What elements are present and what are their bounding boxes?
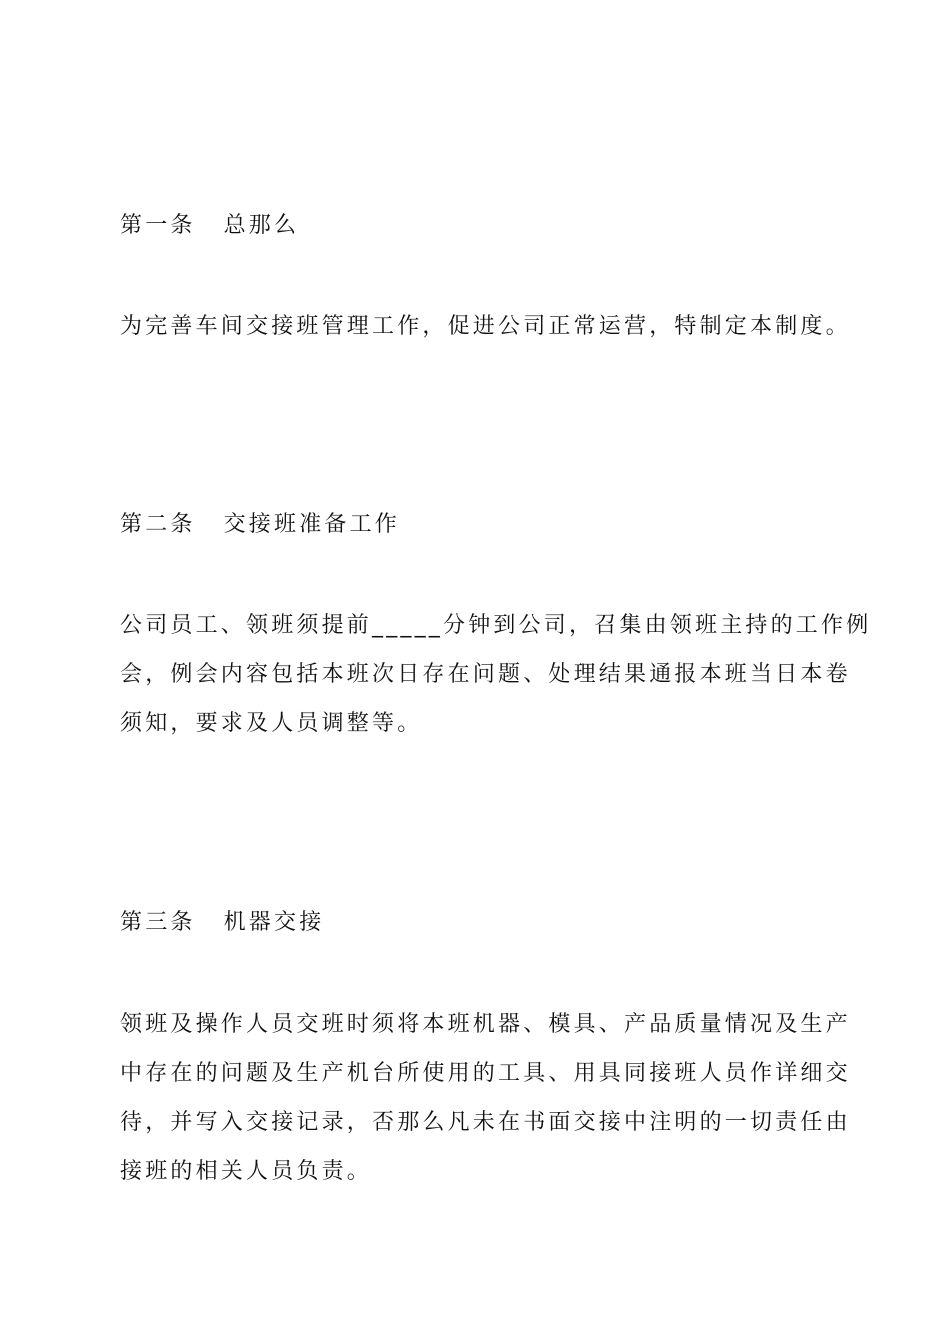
section-2-line-3: 须知，要求及人员调整等。 bbox=[120, 711, 423, 736]
section-2-line-2: 会，例会内容包括本班次日存在问题、处理结果通报本班当日本卷 bbox=[120, 662, 851, 687]
section-2-title: 交接班准备工作 bbox=[223, 512, 401, 537]
section-3-line-1: 领班及操作人员交班时须将本班机器、模具、产品质量情况及生产 bbox=[120, 1012, 851, 1037]
section-2-paragraph bbox=[120, 601, 872, 748]
section-3-line-2: 中存在的问题及生产机台所使用的工具、用具同接班人员作详细交 bbox=[120, 1061, 851, 1086]
section-3-line-4: 接班的相关人员负责。 bbox=[120, 1159, 373, 1184]
section-1-heading bbox=[120, 201, 832, 250]
section-3-line-3: 待，并写入交接记录，否那么凡未在书面交接中注明的一切责任由 bbox=[120, 1110, 851, 1135]
section-2-line-1: 公司员工、领班须提前_____分钟到公司，召集由领班主持的工作例 bbox=[120, 613, 872, 638]
section-1-line-1: 为完善车间交接班管理工作，促进公司正常运营，特制定本制度。 bbox=[120, 314, 851, 339]
section-2-heading bbox=[120, 500, 832, 549]
section-3-title: 机器交接 bbox=[223, 910, 325, 935]
section-1-paragraph bbox=[120, 302, 851, 351]
section-3-heading bbox=[120, 898, 832, 947]
section-1-number: 第一条 bbox=[120, 213, 196, 238]
section-3-paragraph bbox=[120, 1000, 851, 1196]
section-1-title: 总那么 bbox=[223, 213, 300, 238]
section-2-number: 第二条 bbox=[120, 512, 196, 537]
section-3-number: 第三条 bbox=[120, 910, 196, 935]
